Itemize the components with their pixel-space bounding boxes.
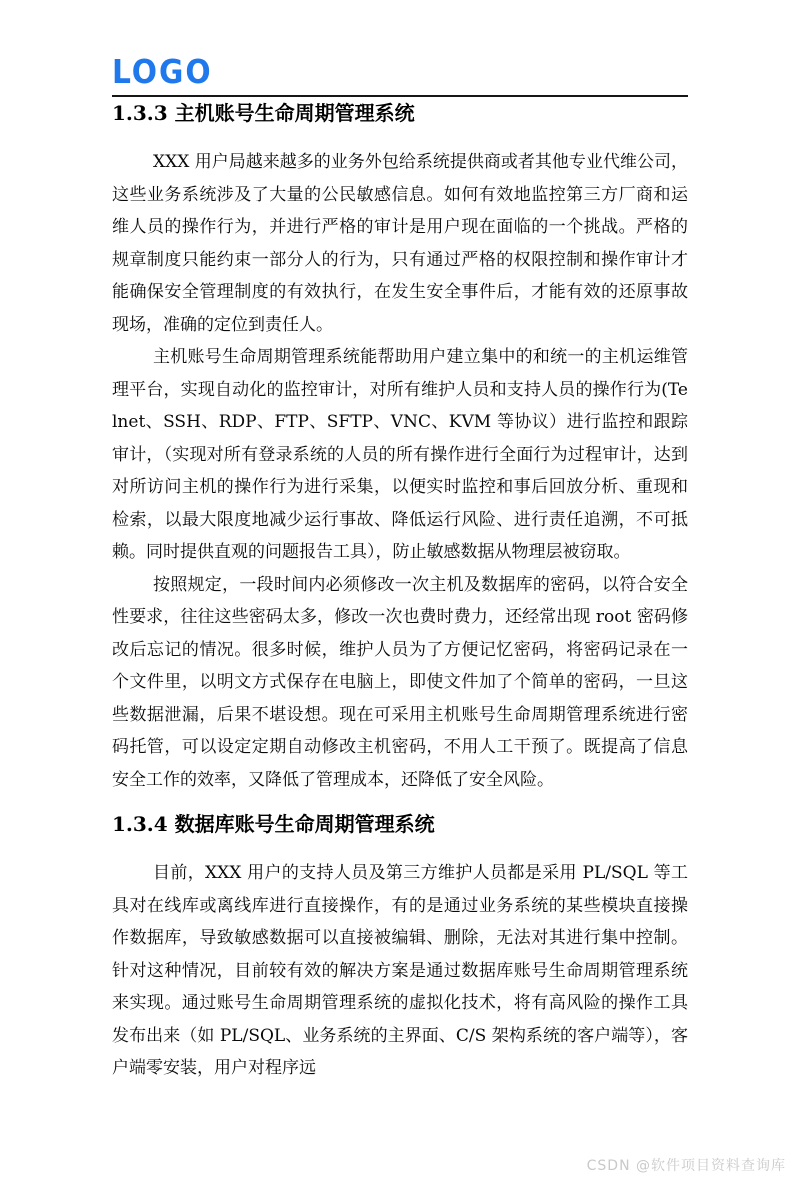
document-body — [112, 100, 688, 1085]
section-heading-1-3-3: 1.3.3 主机账号生命周期管理系统 — [112, 101, 415, 125]
document-page — [0, 52, 800, 1187]
paragraph-host-outsourcing: XXX 用户局越来越多的业务外包给系统提供商或者其他专业代维公司，这些业务系统涉及了大量的公民敏感信息。如何有效地监控第三方厂商和运维人员的操作行为，并进行严格的审计是用户现在面临的一个挑战。严格的规章制度只能约束一部分人的行为，只有通过严格的权限控制和操作审计才能确保安全管理制度的有效执行，在发生安全事件后，才能有效的还原事故现场，准确的定位到责任人。 — [112, 152, 688, 335]
company-logo: LOGO — [112, 52, 213, 91]
page-header — [112, 52, 688, 97]
header-divider — [112, 95, 688, 97]
section-heading-1-3-4: 1.3.4 数据库账号生命周期管理系统 — [112, 812, 435, 836]
csdn-watermark: CSDN @软件项目资料查询库 — [586, 1158, 786, 1174]
paragraph-password-policy: 按照规定，一段时间内必须修改一次主机及数据库的密码，以符合安全性要求，往往这些密码太多，修改一次也费时费力，还经常出现 root 密码修改后忘记的情况。很多时候，维护人员为了方便记忆密码，将密码记录在一个文件里，以明文方式保存在电脑上，即使文件加了个简单的密码，一旦这些数据泄漏，后果不堪设想。现在可采用主机账号生命周期管理系统进行密码托管，可以设定定期自动修改主机密码，不用人工干预了。既提高了信息安全工作的效率，又降低了管理成本，还降低了安全风险。 — [112, 574, 688, 790]
paragraph-host-lifecycle-platform: 主机账号生命周期管理系统能帮助用户建立集中的和统一的主机运维管理平台，实现自动化的监控审计，对所有维护人员和支持人员的操作行为(Telnet、SSH、RDP、FTP、SFTP、VNC、KVM 等协议）进行监控和跟踪审计，（实现对所有登录系统的人员的所有操作进行全面行为过程审计，达到对所访问主机的操作行为进行采集，以便实时监控和事后回放分析、重现和检索，以最大限度地减少运行事故、降低运行风险、进行责任追溯，不可抵赖。同时提供直观的问题报告工具），防止敏感数据从物理层被窃取。 — [112, 347, 688, 562]
paragraph-database-lifecycle: 目前，XXX 用户的支持人员及第三方维护人员都是采用 PL/SQL 等工具对在线库或离线库进行直接操作，有的是通过业务系统的某些模块直接操作数据库，导致敏感数据可以直接被编辑、删除，无法对其进行集中控制。针对这种情况，目前较有效的解决方案是通过数据库账号生命周期管理系统来实现。通过账号生命周期管理系统的虚拟化技术，将有高风险的操作工具发布出来（如 PL/SQL、业务系统的主界面、C/S 架构系统的客户端等），客户端零安装，用户对程序远 — [112, 863, 688, 1078]
